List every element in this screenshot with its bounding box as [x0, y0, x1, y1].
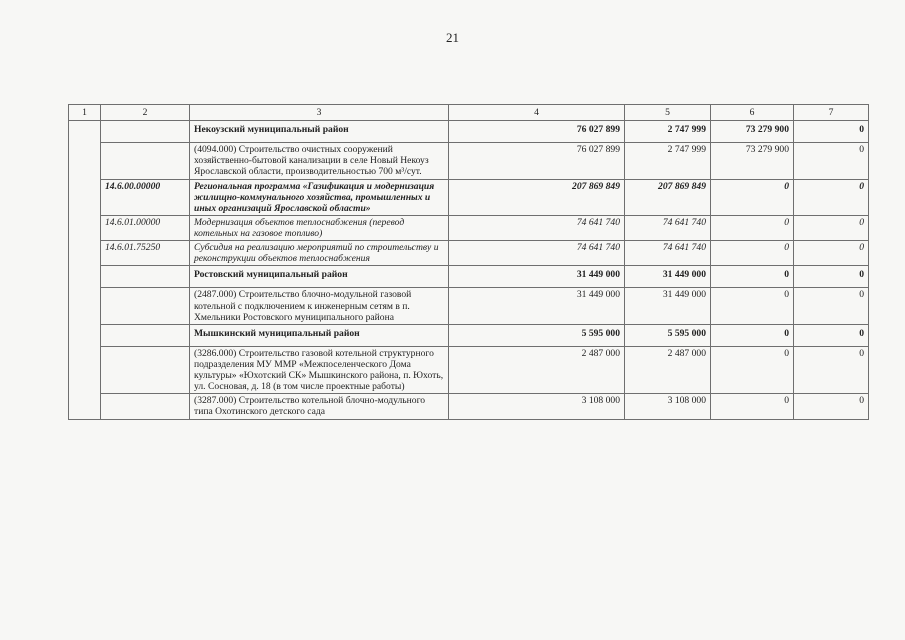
amount-cell-6: 0	[711, 215, 794, 240]
amount-cell-7: 0	[794, 324, 869, 346]
total-cell: 74 641 740	[449, 215, 625, 240]
amount-cell-7: 0	[794, 266, 869, 288]
total-cell: 74 641 740	[449, 241, 625, 266]
amount-cell-6: 0	[711, 266, 794, 288]
name-cell: Ростовский муниципальный район	[190, 266, 449, 288]
amount-cell-7: 0	[794, 241, 869, 266]
amount-cell-7: 0	[794, 215, 869, 240]
total-cell: 207 869 849	[449, 179, 625, 215]
total-cell: 31 449 000	[449, 266, 625, 288]
name-cell: (3287.000) Строительство котельной блочно-модульного типа Охотинского детского сада	[190, 394, 449, 419]
amount-cell-6: 0	[711, 324, 794, 346]
amount-cell-6: 0	[711, 288, 794, 324]
total-cell: 76 027 899	[449, 121, 625, 143]
amount-cell-5: 74 641 740	[625, 215, 711, 240]
amount-cell-7: 0	[794, 288, 869, 324]
header-cell: 2	[101, 105, 190, 121]
name-cell: Модернизация объектов теплоснабжения (перевод котельных на газовое топливо)	[190, 215, 449, 240]
code-cell	[101, 346, 190, 394]
code-cell: 14.6.00.00000	[101, 179, 190, 215]
amount-cell-6: 0	[711, 346, 794, 394]
amount-cell-5: 31 449 000	[625, 266, 711, 288]
table-row	[69, 143, 869, 179]
amount-cell-5: 3 108 000	[625, 394, 711, 419]
name-cell: Мышкинский муниципальный район	[190, 324, 449, 346]
code-cell	[101, 288, 190, 324]
name-cell: Региональная программа «Газификация и модернизация жилищно-коммунального хозяйства, промышленных и иных организаций Ярославской области»	[190, 179, 449, 215]
name-cell: (2487.000) Строительство блочно-модульной газовой котельной с подключением к инженерным сетям в п. Хмельники Ростовского муниципального района	[190, 288, 449, 324]
amount-cell-5: 207 869 849	[625, 179, 711, 215]
header-cell: 6	[711, 105, 794, 121]
amount-cell-5: 2 747 999	[625, 143, 711, 179]
name-cell: Субсидия на реализацию мероприятий по строительству и реконструкции объектов теплоснабжения	[190, 241, 449, 266]
amount-cell-7: 0	[794, 346, 869, 394]
amount-cell-6: 0	[711, 241, 794, 266]
row-number-cell	[69, 121, 101, 419]
table-row	[69, 324, 869, 346]
amount-cell-7: 0	[794, 179, 869, 215]
amount-cell-6: 0	[711, 394, 794, 419]
table-row	[69, 288, 869, 324]
header-cell: 3	[190, 105, 449, 121]
amount-cell-5: 5 595 000	[625, 324, 711, 346]
table-header-row	[69, 105, 869, 121]
amount-cell-6: 73 279 900	[711, 121, 794, 143]
table-row	[69, 346, 869, 394]
header-cell: 4	[449, 105, 625, 121]
header-cell: 5	[625, 105, 711, 121]
table-row	[69, 179, 869, 215]
total-cell: 5 595 000	[449, 324, 625, 346]
amount-cell-6: 73 279 900	[711, 143, 794, 179]
code-cell	[101, 266, 190, 288]
amount-cell-5: 74 641 740	[625, 241, 711, 266]
table-row	[69, 215, 869, 240]
amount-cell-7: 0	[794, 121, 869, 143]
code-cell	[101, 324, 190, 346]
table-row	[69, 121, 869, 143]
amount-cell-5: 2 747 999	[625, 121, 711, 143]
amount-cell-5: 2 487 000	[625, 346, 711, 394]
name-cell: (4094.000) Строительство очистных сооружений хозяйственно-бытовой канализации в селе Новый Некоуз Ярославской области, производительностью 700 м³/сут.	[190, 143, 449, 179]
page-number: 21	[446, 30, 459, 45]
code-cell	[101, 143, 190, 179]
amount-cell-6: 0	[711, 179, 794, 215]
table-row	[69, 266, 869, 288]
name-cell: (3286.000) Строительство газовой котельной структурного подразделения МУ ММР «Межпоселенческого Дома культуры» «Юхотский СК» Мышкинского района, п. Юхоть, ул. Сосновая, д. 18 (в том числе проектные работы)	[190, 346, 449, 394]
table-row	[69, 241, 869, 266]
amount-cell-5: 31 449 000	[625, 288, 711, 324]
budget-table	[68, 104, 869, 420]
name-cell: Некоузский муниципальный район	[190, 121, 449, 143]
total-cell: 2 487 000	[449, 346, 625, 394]
amount-cell-7: 0	[794, 394, 869, 419]
header-cell: 1	[69, 105, 101, 121]
total-cell: 76 027 899	[449, 143, 625, 179]
total-cell: 3 108 000	[449, 394, 625, 419]
code-cell: 14.6.01.00000	[101, 215, 190, 240]
code-cell: 14.6.01.75250	[101, 241, 190, 266]
code-cell	[101, 394, 190, 419]
amount-cell-7: 0	[794, 143, 869, 179]
table-row	[69, 394, 869, 419]
code-cell	[101, 121, 190, 143]
total-cell: 31 449 000	[449, 288, 625, 324]
header-cell: 7	[794, 105, 869, 121]
